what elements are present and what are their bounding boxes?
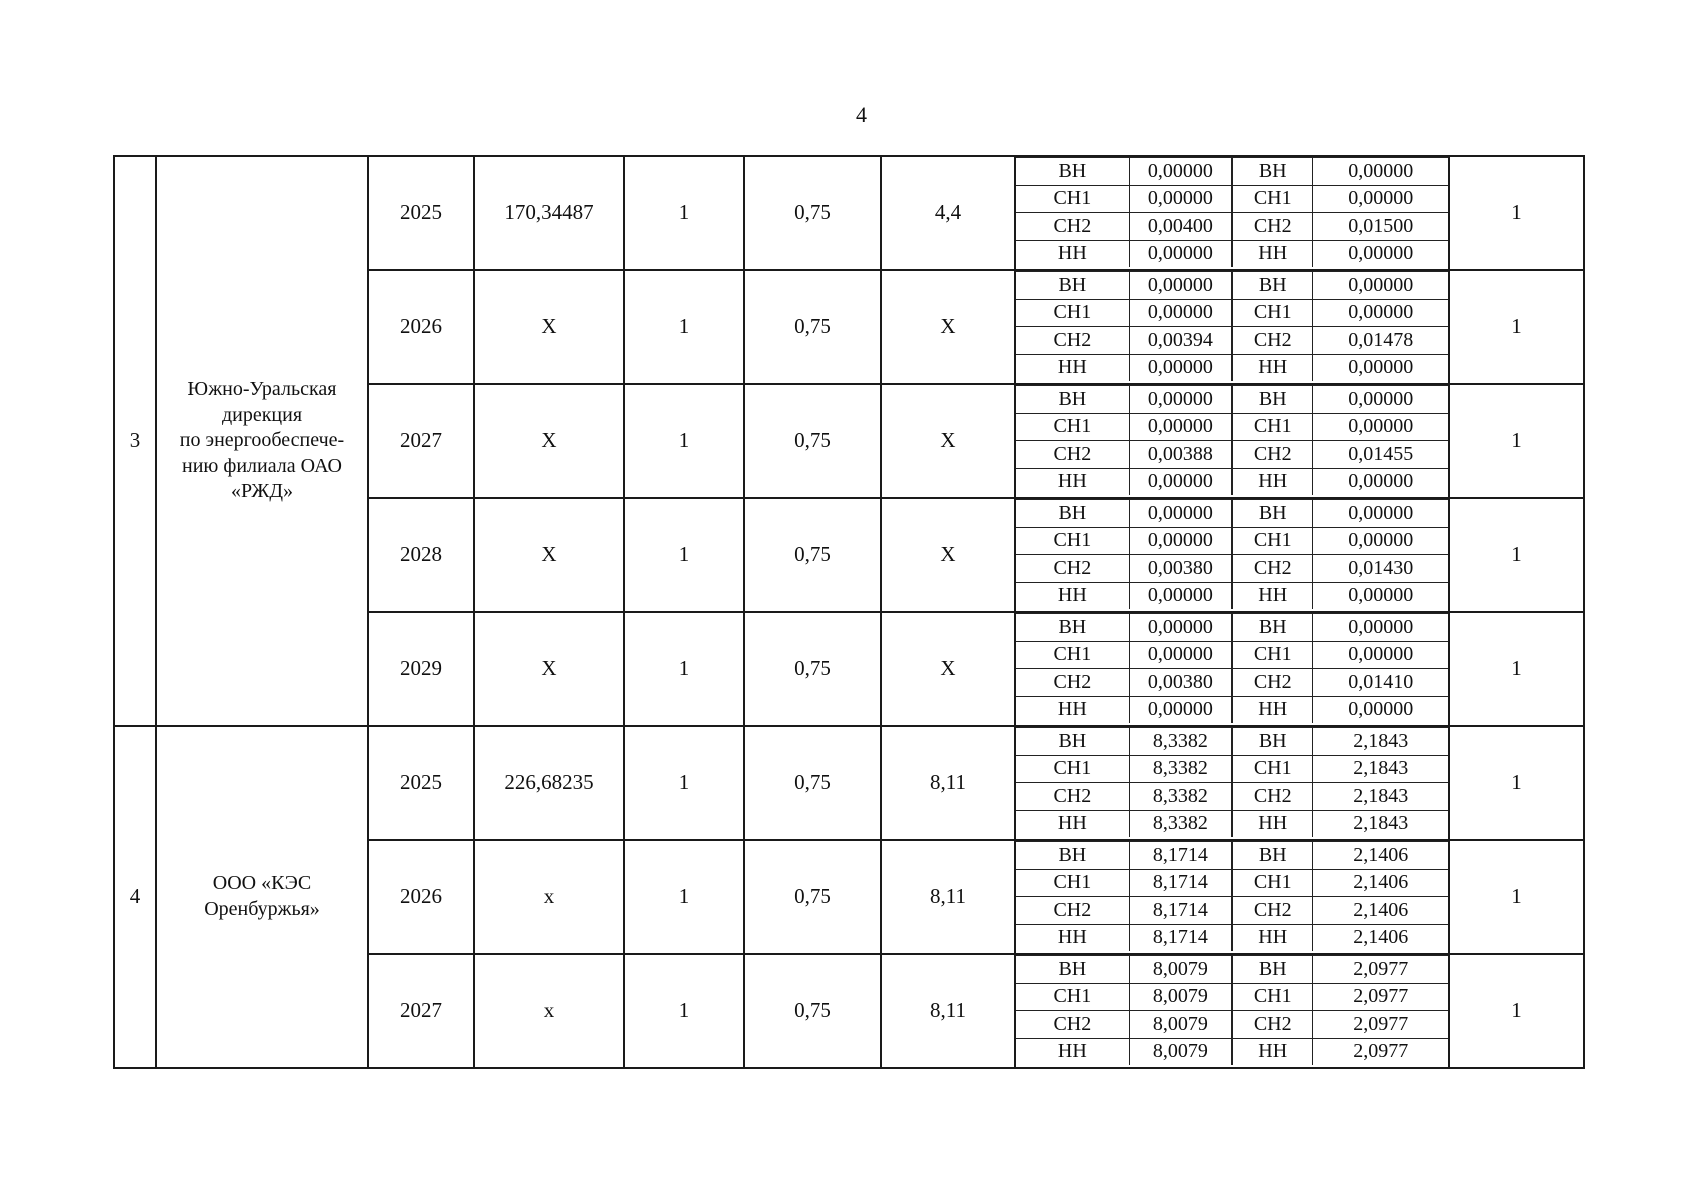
voltage-level-label: СН1 xyxy=(1016,185,1129,213)
year-cell: 2029 xyxy=(368,612,474,726)
voltage-level-label: СН2 xyxy=(1232,213,1313,241)
table-row xyxy=(114,156,1584,270)
voltage-level-row xyxy=(1016,441,1448,469)
voltage-level-value: 0,00000 xyxy=(1129,527,1232,555)
voltage-level-value: 8,1714 xyxy=(1129,869,1232,897)
voltage-level-value: 0,00000 xyxy=(1129,614,1232,642)
voltage-level-row xyxy=(1016,956,1448,984)
voltage-levels-table xyxy=(1016,271,1448,381)
voltage-level-label: НН xyxy=(1232,810,1313,837)
value-cell: 1 xyxy=(1449,954,1584,1068)
organization-name-line: Оренбуржья» xyxy=(204,898,320,920)
voltage-level-value: 8,0079 xyxy=(1129,1011,1232,1039)
value-cell: 8,11 xyxy=(881,840,1015,954)
organization-name-line: ООО «КЭС xyxy=(212,872,312,895)
voltage-level-label: СН1 xyxy=(1232,527,1313,555)
voltage-level-value: 2,0977 xyxy=(1313,1038,1448,1065)
voltage-level-label: ВН xyxy=(1232,728,1313,756)
voltage-level-label: СН2 xyxy=(1232,669,1313,697)
value-cell: 4,4 xyxy=(881,156,1015,270)
voltage-level-value: 0,00000 xyxy=(1129,696,1232,723)
voltage-level-row xyxy=(1016,810,1448,837)
voltage-level-value: 0,00000 xyxy=(1129,185,1232,213)
organization-name xyxy=(156,156,368,726)
value-cell: 226,68235 xyxy=(474,726,624,840)
value-cell: X xyxy=(881,384,1015,498)
voltage-level-label: СН1 xyxy=(1016,299,1129,327)
voltage-level-value: 0,00000 xyxy=(1129,354,1232,381)
voltage-level-label: НН xyxy=(1016,468,1129,495)
voltage-level-value: 0,01410 xyxy=(1313,669,1448,697)
year-cell: 2028 xyxy=(368,498,474,612)
voltage-level-row xyxy=(1016,413,1448,441)
value-cell: 1 xyxy=(624,726,744,840)
voltage-level-label: СН2 xyxy=(1232,327,1313,355)
voltage-level-label: ВН xyxy=(1016,614,1129,642)
voltage-level-value: 0,00000 xyxy=(1129,641,1232,669)
voltage-levels-cell xyxy=(1015,954,1449,1068)
voltage-level-label: НН xyxy=(1232,582,1313,609)
voltage-level-label: СН2 xyxy=(1016,213,1129,241)
voltage-level-label: ВН xyxy=(1232,386,1313,414)
voltage-level-row xyxy=(1016,897,1448,925)
voltage-level-label: СН1 xyxy=(1232,185,1313,213)
voltage-level-row xyxy=(1016,641,1448,669)
voltage-level-value: 8,1714 xyxy=(1129,842,1232,870)
voltage-level-row xyxy=(1016,669,1448,697)
voltage-level-label: ВН xyxy=(1016,956,1129,984)
voltage-level-row xyxy=(1016,185,1448,213)
voltage-level-value: 0,00000 xyxy=(1313,158,1448,186)
voltage-level-label: НН xyxy=(1016,696,1129,723)
voltage-level-value: 2,0977 xyxy=(1313,983,1448,1011)
voltage-level-label: СН1 xyxy=(1232,641,1313,669)
row-number: 3 xyxy=(114,156,156,726)
voltage-level-label: НН xyxy=(1232,1038,1313,1065)
voltage-level-label: СН1 xyxy=(1232,869,1313,897)
voltage-level-label: СН1 xyxy=(1232,413,1313,441)
voltage-level-row xyxy=(1016,240,1448,267)
voltage-level-row xyxy=(1016,755,1448,783)
value-cell: X xyxy=(881,270,1015,384)
voltage-level-value: 0,00000 xyxy=(1313,468,1448,495)
voltage-level-label: ВН xyxy=(1232,956,1313,984)
voltage-level-label: СН1 xyxy=(1016,527,1129,555)
voltage-level-value: 0,00000 xyxy=(1129,272,1232,300)
voltage-level-label: ВН xyxy=(1016,842,1129,870)
value-cell: 1 xyxy=(1449,840,1584,954)
voltage-level-row xyxy=(1016,582,1448,609)
voltage-level-value: 0,01430 xyxy=(1313,555,1448,583)
voltage-level-label: ВН xyxy=(1016,500,1129,528)
voltage-level-label: НН xyxy=(1016,240,1129,267)
row-number: 4 xyxy=(114,726,156,1068)
voltage-level-value: 0,00400 xyxy=(1129,213,1232,241)
voltage-levels-cell xyxy=(1015,612,1449,726)
voltage-level-label: НН xyxy=(1232,240,1313,267)
voltage-level-value: 2,1406 xyxy=(1313,924,1448,951)
value-cell: 1 xyxy=(624,156,744,270)
voltage-level-row xyxy=(1016,272,1448,300)
value-cell: 1 xyxy=(624,384,744,498)
voltage-levels-table xyxy=(1016,385,1448,495)
voltage-level-value: 2,1406 xyxy=(1313,842,1448,870)
voltage-level-label: ВН xyxy=(1232,158,1313,186)
voltage-levels-table xyxy=(1016,727,1448,837)
voltage-level-value: 0,00000 xyxy=(1313,272,1448,300)
voltage-level-value: 0,00000 xyxy=(1313,185,1448,213)
voltage-level-value: 0,00000 xyxy=(1129,413,1232,441)
year-cell: 2027 xyxy=(368,384,474,498)
voltage-level-label: СН1 xyxy=(1016,641,1129,669)
voltage-level-value: 2,0977 xyxy=(1313,956,1448,984)
value-cell: 0,75 xyxy=(744,612,881,726)
voltage-level-label: ВН xyxy=(1016,272,1129,300)
voltage-levels-table xyxy=(1016,499,1448,609)
voltage-level-row xyxy=(1016,527,1448,555)
value-cell: 1 xyxy=(1449,612,1584,726)
value-cell: 0,75 xyxy=(744,270,881,384)
voltage-level-label: НН xyxy=(1016,354,1129,381)
voltage-level-value: 0,00000 xyxy=(1313,413,1448,441)
voltage-level-label: СН1 xyxy=(1232,983,1313,1011)
voltage-level-label: ВН xyxy=(1232,614,1313,642)
voltage-level-label: НН xyxy=(1016,924,1129,951)
organization-name-line: нию филиала ОАО xyxy=(182,454,342,477)
voltage-level-value: 0,00380 xyxy=(1129,669,1232,697)
voltage-level-label: СН2 xyxy=(1016,441,1129,469)
voltage-level-label: ВН xyxy=(1232,842,1313,870)
voltage-level-value: 0,01455 xyxy=(1313,441,1448,469)
voltage-level-label: СН1 xyxy=(1232,755,1313,783)
voltage-level-value: 8,3382 xyxy=(1129,783,1232,811)
voltage-level-value: 2,1406 xyxy=(1313,897,1448,925)
voltage-level-row xyxy=(1016,783,1448,811)
voltage-level-value: 0,00000 xyxy=(1129,500,1232,528)
value-cell: 0,75 xyxy=(744,840,881,954)
voltage-level-row xyxy=(1016,213,1448,241)
value-cell: 1 xyxy=(1449,270,1584,384)
voltage-levels-table xyxy=(1016,157,1448,267)
voltage-level-value: 8,0079 xyxy=(1129,956,1232,984)
value-cell: 1 xyxy=(1449,384,1584,498)
voltage-levels-table xyxy=(1016,613,1448,723)
voltage-level-label: ВН xyxy=(1016,728,1129,756)
voltage-level-label: СН2 xyxy=(1232,441,1313,469)
voltage-level-label: СН2 xyxy=(1016,783,1129,811)
voltage-level-value: 0,00000 xyxy=(1313,386,1448,414)
voltage-level-value: 8,3382 xyxy=(1129,755,1232,783)
voltage-level-label: СН2 xyxy=(1232,783,1313,811)
value-cell: 1 xyxy=(1449,726,1584,840)
voltage-level-row xyxy=(1016,983,1448,1011)
voltage-levels-table xyxy=(1016,955,1448,1065)
value-cell: 1 xyxy=(624,270,744,384)
value-cell: X xyxy=(474,384,624,498)
voltage-levels-cell xyxy=(1015,498,1449,612)
value-cell: X xyxy=(474,498,624,612)
voltage-level-value: 0,00000 xyxy=(1129,468,1232,495)
voltage-level-row xyxy=(1016,1038,1448,1065)
value-cell: x xyxy=(474,954,624,1068)
organization-name-line: «РЖД» xyxy=(231,480,293,503)
organization-name-line: по энергообеспече- xyxy=(179,429,345,452)
voltage-level-row xyxy=(1016,354,1448,381)
year-cell: 2025 xyxy=(368,156,474,270)
voltage-level-value: 2,1843 xyxy=(1313,783,1448,811)
voltage-level-row xyxy=(1016,842,1448,870)
voltage-level-label: ВН xyxy=(1232,272,1313,300)
value-cell: 0,75 xyxy=(744,384,881,498)
voltage-level-label: СН1 xyxy=(1016,983,1129,1011)
voltage-level-row xyxy=(1016,869,1448,897)
voltage-level-row xyxy=(1016,386,1448,414)
voltage-levels-cell xyxy=(1015,726,1449,840)
voltage-level-value: 0,00000 xyxy=(1129,240,1232,267)
voltage-levels-cell xyxy=(1015,270,1449,384)
voltage-level-value: 0,00000 xyxy=(1129,158,1232,186)
voltage-level-label: СН2 xyxy=(1232,1011,1313,1039)
voltage-level-value: 8,1714 xyxy=(1129,897,1232,925)
voltage-level-value: 0,00000 xyxy=(1129,582,1232,609)
value-cell: 8,11 xyxy=(881,726,1015,840)
voltage-level-value: 8,3382 xyxy=(1129,728,1232,756)
voltage-level-value: 8,3382 xyxy=(1129,810,1232,837)
voltage-level-row xyxy=(1016,696,1448,723)
voltage-level-value: 8,1714 xyxy=(1129,924,1232,951)
voltage-level-value: 0,00000 xyxy=(1129,386,1232,414)
voltage-level-label: СН1 xyxy=(1016,755,1129,783)
voltage-level-label: ВН xyxy=(1232,500,1313,528)
voltage-level-value: 2,1843 xyxy=(1313,755,1448,783)
value-cell: X xyxy=(881,612,1015,726)
voltage-level-label: ВН xyxy=(1016,158,1129,186)
value-cell: X xyxy=(474,612,624,726)
voltage-levels-cell xyxy=(1015,384,1449,498)
voltage-level-value: 0,01478 xyxy=(1313,327,1448,355)
value-cell: 1 xyxy=(1449,498,1584,612)
voltage-level-row xyxy=(1016,158,1448,186)
voltage-level-label: СН2 xyxy=(1016,327,1129,355)
year-cell: 2027 xyxy=(368,954,474,1068)
year-cell: 2025 xyxy=(368,726,474,840)
value-cell: X xyxy=(474,270,624,384)
year-cell: 2026 xyxy=(368,840,474,954)
voltage-level-value: 8,0079 xyxy=(1129,1038,1232,1065)
year-cell: 2026 xyxy=(368,270,474,384)
voltage-level-value: 2,1843 xyxy=(1313,810,1448,837)
voltage-level-value: 0,00000 xyxy=(1313,696,1448,723)
voltage-level-row xyxy=(1016,1011,1448,1039)
voltage-level-row xyxy=(1016,500,1448,528)
voltage-level-value: 2,1406 xyxy=(1313,869,1448,897)
voltage-level-value: 2,1843 xyxy=(1313,728,1448,756)
value-cell: 1 xyxy=(624,612,744,726)
voltage-level-value: 0,00000 xyxy=(1313,500,1448,528)
voltage-level-row xyxy=(1016,555,1448,583)
voltage-level-row xyxy=(1016,327,1448,355)
value-cell: 0,75 xyxy=(744,156,881,270)
voltage-level-row xyxy=(1016,299,1448,327)
voltage-levels-cell xyxy=(1015,156,1449,270)
voltage-level-value: 0,00000 xyxy=(1313,582,1448,609)
voltage-level-label: СН2 xyxy=(1232,897,1313,925)
voltage-level-value: 0,00394 xyxy=(1129,327,1232,355)
voltage-level-value: 0,00000 xyxy=(1313,527,1448,555)
voltage-level-label: СН2 xyxy=(1016,897,1129,925)
voltage-level-value: 0,00000 xyxy=(1313,240,1448,267)
value-cell: 0,75 xyxy=(744,954,881,1068)
voltage-level-label: ВН xyxy=(1016,386,1129,414)
voltage-level-label: СН2 xyxy=(1232,555,1313,583)
voltage-level-label: НН xyxy=(1232,468,1313,495)
value-cell: 8,11 xyxy=(881,954,1015,1068)
voltage-level-value: 0,00000 xyxy=(1129,299,1232,327)
voltage-level-row xyxy=(1016,468,1448,495)
value-cell: 1 xyxy=(1449,156,1584,270)
voltage-level-label: НН xyxy=(1016,1038,1129,1065)
voltage-levels-table xyxy=(1016,841,1448,951)
voltage-level-row xyxy=(1016,728,1448,756)
voltage-level-label: НН xyxy=(1016,582,1129,609)
value-cell: 0,75 xyxy=(744,498,881,612)
voltage-level-label: НН xyxy=(1232,924,1313,951)
voltage-level-value: 0,00000 xyxy=(1313,614,1448,642)
voltage-level-value: 0,00000 xyxy=(1313,641,1448,669)
value-cell: 1 xyxy=(624,840,744,954)
value-cell: 1 xyxy=(624,954,744,1068)
voltage-level-label: НН xyxy=(1232,696,1313,723)
voltage-level-value: 8,0079 xyxy=(1129,983,1232,1011)
value-cell: 1 xyxy=(624,498,744,612)
organization-name-line: дирекция xyxy=(221,403,303,426)
voltage-level-value: 2,0977 xyxy=(1313,1011,1448,1039)
value-cell: X xyxy=(881,498,1015,612)
tariff-table xyxy=(113,155,1585,1069)
voltage-level-row xyxy=(1016,614,1448,642)
voltage-level-value: 0,01500 xyxy=(1313,213,1448,241)
table-row xyxy=(114,726,1584,840)
voltage-level-label: СН1 xyxy=(1232,299,1313,327)
organization-name-line: Южно-Уральская xyxy=(187,378,337,401)
voltage-level-value: 0,00000 xyxy=(1313,299,1448,327)
page-number: 4 xyxy=(856,102,867,127)
value-cell: 170,34487 xyxy=(474,156,624,270)
voltage-level-value: 0,00380 xyxy=(1129,555,1232,583)
voltage-level-row xyxy=(1016,924,1448,951)
voltage-level-value: 0,00388 xyxy=(1129,441,1232,469)
value-cell: 0,75 xyxy=(744,726,881,840)
voltage-level-label: СН2 xyxy=(1016,669,1129,697)
voltage-level-label: СН1 xyxy=(1016,413,1129,441)
value-cell: x xyxy=(474,840,624,954)
voltage-level-label: НН xyxy=(1016,810,1129,837)
voltage-level-label: СН2 xyxy=(1016,555,1129,583)
voltage-level-value: 0,00000 xyxy=(1313,354,1448,381)
voltage-level-label: НН xyxy=(1232,354,1313,381)
organization-name xyxy=(156,726,368,1068)
voltage-levels-cell xyxy=(1015,840,1449,954)
voltage-level-label: СН1 xyxy=(1016,869,1129,897)
voltage-level-label: СН2 xyxy=(1016,1011,1129,1039)
